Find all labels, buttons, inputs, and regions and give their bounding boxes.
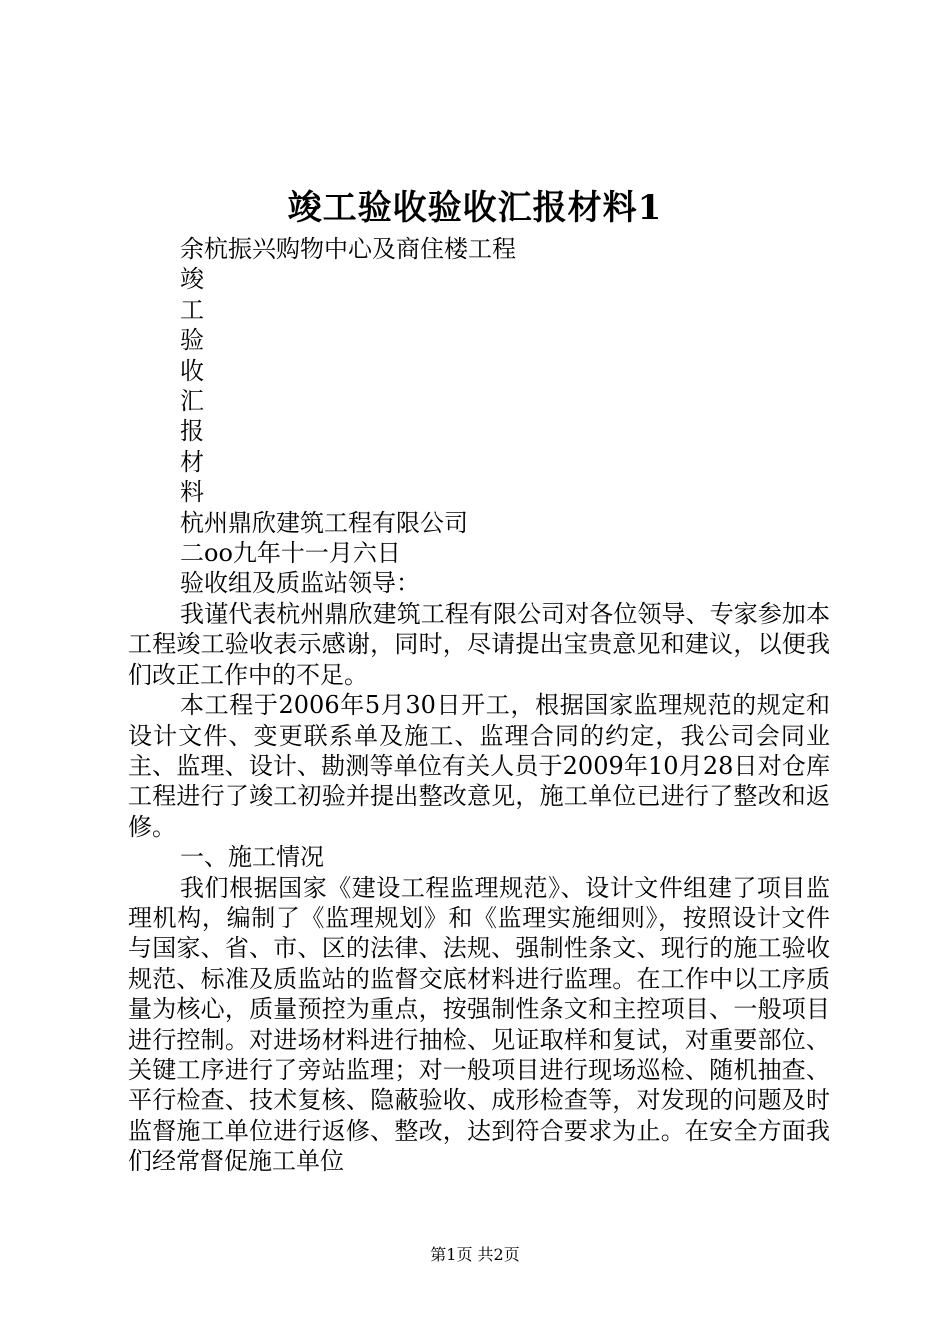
vertical-char: 收 <box>180 356 204 385</box>
vertical-char: 工 <box>180 295 204 324</box>
vertical-char: 报 <box>180 417 204 446</box>
vertical-char: 验 <box>180 326 204 355</box>
paragraph: 本工程于2006年5月30日开工，根据国家监理规范的规定和设计文件、变更联系单及施工、监理合同的约定，我公司会同业主、监理、设计、勘测等单位有关人员于2009年10月28日对仓库工程进行了竣工初验并提出整改意见，施工单位已进行了整改和返修。 <box>128 691 830 841</box>
vertical-char: 材 <box>180 447 204 476</box>
document-date: 二oo九年十一月六日 <box>180 539 401 568</box>
vertical-char: 汇 <box>180 387 204 416</box>
document-title: 竣工验收验收汇报材料1 <box>287 188 663 228</box>
document-body <box>128 234 830 1177</box>
vertical-char: 竣 <box>180 265 204 294</box>
paragraph: 我谨代表杭州鼎欣建筑工程有限公司对各位领导、专家参加本工程竣工验收表示感谢，同时，尽请提出宝贵意见和建议，以便我们改正工作中的不足。 <box>128 599 830 689</box>
section-heading: 一、施工情况 <box>180 843 324 872</box>
section-paragraph: 我们根据国家《建设工程监理规范》、设计文件组建了项目监理机构，编制了《监理规划》和《监理实施细则》，按照设计文件与国家、省、市、区的法律、法规、强制性条文、现行的施工验收规范、标准及质监站的监督交底材料进行监理。在工作中以工序质量为核心，质量预控为重点，按强制性条文和主控项目、一般项目进行控制。对进场材料进行抽检、见证取样和复试，对重要部位、关键工序进行了旁站监理；对一般项目进行现场巡检、随机抽查、平行检查、技术复核、隐蔽验收、成形检查等，对发现的问题及时监督施工单位进行返修、整改，达到符合要求为止。在安全方面我们经常督促施工单位 <box>128 873 830 1176</box>
page-footer: 第1页 共2页 <box>430 1245 520 1264</box>
project-name: 余杭振兴购物中心及商住楼工程 <box>180 235 516 263</box>
company-name: 杭州鼎欣建筑工程有限公司 <box>180 508 468 537</box>
vertical-char: 料 <box>180 478 204 507</box>
salutation: 验收组及质监站领导： <box>180 569 420 598</box>
